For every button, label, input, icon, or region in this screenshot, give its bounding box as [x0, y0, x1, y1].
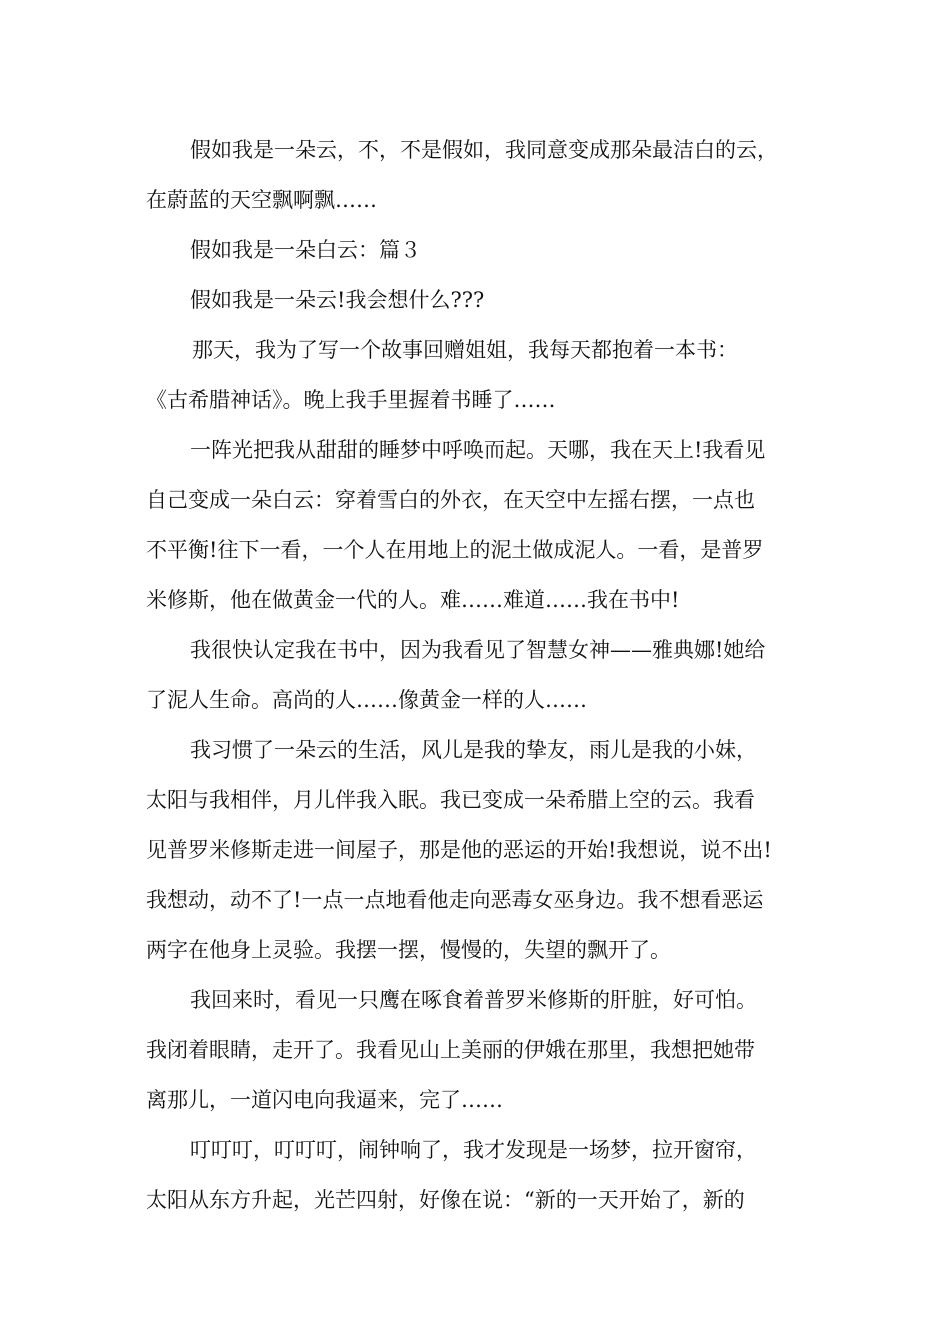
paragraph-line: 米修斯，他在做黄金一代的人。难……难道……我在书中! — [146, 588, 680, 612]
paragraph-line: 不平衡!往下一看，一个人在用地上的泥土做成泥人。一看，是普罗 — [146, 538, 764, 562]
section-title: 假如我是一朵白云：篇３ — [190, 238, 421, 262]
paragraph-line: 我回来时，看见一只鹰在啄食着普罗米修斯的肝脏，好可怕。 — [190, 988, 757, 1012]
paragraph-line: 离那儿，一道闪电向我逼来，完了…… — [146, 1088, 503, 1112]
paragraph-line: 我想动，动不了!一点一点地看他走向恶毒女巫身边。我不想看恶运 — [146, 888, 764, 912]
paragraph-line: 了泥人生命。高尚的人……像黄金一样的人…… — [146, 688, 587, 712]
paragraph-line: 一阵光把我从甜甜的睡梦中呼唤而起。天哪，我在天上!我看见 — [190, 438, 766, 462]
paragraph-line: 见普罗米修斯走进一间屋子，那是他的恶运的开始!我想说，说不出! — [146, 838, 772, 862]
paragraph-line: 我很快认定我在书中，因为我看见了智慧女神——雅典娜!她给 — [190, 638, 766, 662]
paragraph-line: 自己变成一朵白云：穿着雪白的外衣，在天空中左摇右摆，一点也 — [146, 488, 755, 512]
paragraph-line: 我闭着眼睛，走开了。我看见山上美丽的伊娥在那里，我想把她带 — [146, 1038, 755, 1062]
paragraph-line: 假如我是一朵云，不，不是假如，我同意变成那朵最洁白的云， — [190, 138, 778, 162]
paragraph-line: 在蔚蓝的天空飘啊飘…… — [146, 188, 377, 212]
paragraph-line: 那天，我为了写一个故事回赠姐姐，我每天都抱着一本书： — [192, 338, 738, 362]
paragraph-line: 太阳与我相伴，月儿伴我入眠。我已变成一朵希腊上空的云。我看 — [146, 788, 755, 812]
paragraph-line: 太阳从东方升起，光芒四射，好像在说：“新的一天开始了，新的 — [146, 1188, 745, 1212]
paragraph-line: 我习惯了一朵云的生活，风儿是我的挚友，雨儿是我的小妹， — [190, 738, 757, 762]
paragraph-line: 两字在他身上灵验。我摆一摆，慢慢的，失望的飘开了。 — [146, 938, 671, 962]
paragraph-line: 《古希腊神话》。晚上我手里握着书睡了…… — [146, 388, 556, 412]
paragraph-line: 叮叮叮，叮叮叮，闹钟响了，我才发现是一场梦，拉开窗帘， — [190, 1138, 757, 1162]
paragraph-line: 假如我是一朵云!我会想什么??? — [190, 288, 485, 312]
